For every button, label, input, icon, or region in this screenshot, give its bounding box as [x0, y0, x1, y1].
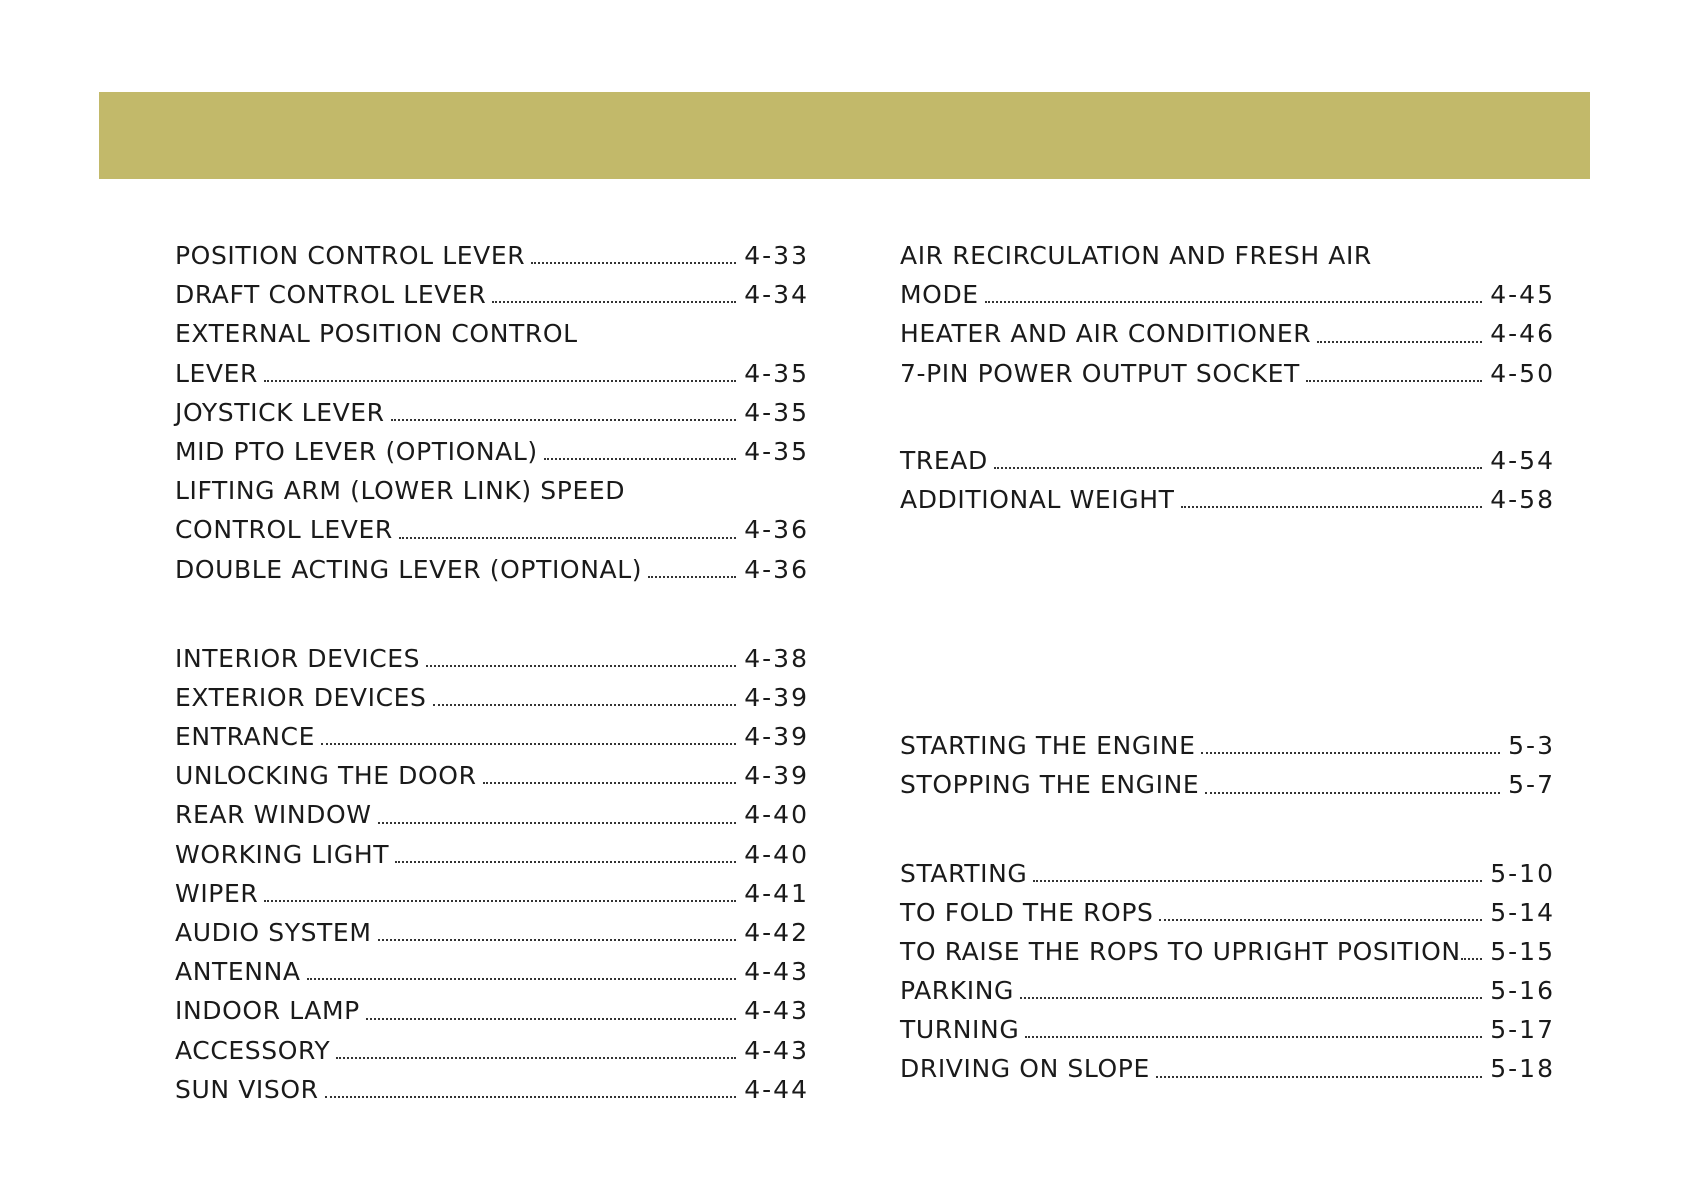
toc-entry-title: STOPPING THE ENGINE — [900, 770, 1200, 800]
toc-entry-page: 4-40 — [744, 800, 809, 830]
toc-left-column — [175, 236, 809, 1109]
toc-group — [900, 854, 1555, 1089]
toc-entry-title: SUN VISOR — [175, 1074, 319, 1104]
toc-entry-page: 4-43 — [744, 996, 809, 1026]
toc-entry[interactable] — [900, 971, 1555, 1010]
toc-group — [900, 236, 1555, 393]
dot-leader — [264, 354, 736, 393]
toc-entry-page: 4-43 — [744, 957, 809, 987]
toc-entry[interactable] — [900, 1010, 1555, 1049]
toc-entry-title: CONTROL LEVER — [175, 515, 393, 545]
dot-leader — [366, 991, 736, 1030]
dot-leader — [1317, 314, 1482, 353]
toc-entry-title: EXTERIOR DEVICES — [175, 682, 427, 712]
toc-group — [175, 639, 809, 1109]
toc-entry[interactable] — [175, 1031, 809, 1070]
toc-entry[interactable] — [900, 1049, 1555, 1088]
toc-entry-title: REAR WINDOW — [175, 800, 372, 830]
toc-entry-title: PARKING — [900, 976, 1014, 1006]
toc-entry[interactable] — [175, 952, 809, 991]
dot-leader — [1033, 854, 1482, 893]
toc-entry-title: DRAFT CONTROL LEVER — [175, 280, 487, 310]
toc-entry[interactable] — [175, 471, 809, 510]
dot-leader — [1020, 971, 1482, 1010]
toc-entry[interactable] — [900, 765, 1555, 804]
toc-entry-title: ACCESSORY — [175, 1035, 331, 1065]
toc-entry[interactable] — [175, 432, 809, 471]
toc-entry-page: 4-38 — [744, 643, 809, 673]
toc-entry[interactable] — [900, 314, 1555, 353]
dot-leader — [985, 275, 1483, 314]
toc-entry-title: LEVER — [175, 358, 258, 388]
toc-entry-page: 5-14 — [1490, 897, 1555, 927]
toc-entry-page: 4-35 — [744, 358, 809, 388]
toc-entry[interactable] — [175, 236, 809, 275]
toc-entry[interactable] — [175, 835, 809, 874]
toc-entry[interactable] — [900, 275, 1555, 314]
toc-entry-page: 4-43 — [744, 1035, 809, 1065]
toc-entry-title: TREAD — [900, 445, 988, 475]
dot-leader — [1181, 480, 1483, 519]
toc-entry-page: 4-33 — [744, 241, 809, 270]
toc-entry[interactable] — [175, 314, 809, 353]
toc-entry-page: 4-39 — [744, 761, 809, 791]
toc-entry-title: HEATER AND AIR CONDITIONER — [900, 319, 1312, 349]
toc-entry-title: STARTING — [900, 858, 1028, 888]
toc-entry-page: 5-15 — [1490, 936, 1555, 966]
dot-leader — [994, 441, 1482, 480]
toc-entry[interactable] — [175, 275, 809, 314]
toc-entry-page: 4-36 — [744, 515, 809, 545]
toc-entry[interactable] — [900, 893, 1555, 932]
dot-leader — [433, 678, 737, 717]
toc-entry-page: 4-46 — [1490, 319, 1555, 349]
toc-entry-title: MODE — [900, 280, 979, 310]
toc-entry[interactable] — [175, 510, 809, 549]
toc-right-column — [900, 236, 1555, 1089]
toc-entry[interactable] — [900, 480, 1555, 519]
toc-entry-page: 4-34 — [744, 280, 809, 310]
toc-entry-title: POSITION CONTROL LEVER — [175, 241, 526, 270]
dot-leader — [1205, 765, 1500, 804]
dot-leader — [544, 432, 736, 471]
toc-entry-title: DRIVING ON SLOPE — [900, 1054, 1150, 1084]
toc-entry-title: ANTENNA — [175, 957, 301, 987]
toc-entry-title: TO RAISE THE ROPS TO UPRIGHT POSITION — [900, 936, 1461, 966]
toc-entry-page: 5-17 — [1490, 1015, 1555, 1045]
toc-entry[interactable] — [900, 236, 1555, 275]
toc-entry-page: 4-45 — [1490, 280, 1555, 310]
toc-entry-title: 7-PIN POWER OUTPUT SOCKET — [900, 358, 1300, 388]
toc-entry-title: INDOOR LAMP — [175, 996, 360, 1026]
toc-entry-page: 4-50 — [1490, 358, 1555, 388]
dot-leader — [378, 913, 737, 952]
dot-leader — [1201, 726, 1500, 765]
dot-leader — [307, 952, 737, 991]
toc-entry-title: INTERIOR DEVICES — [175, 643, 421, 673]
toc-entry-page: 4-39 — [744, 722, 809, 752]
toc-entry[interactable] — [900, 354, 1555, 393]
toc-entry[interactable] — [175, 913, 809, 952]
toc-entry[interactable] — [900, 726, 1555, 765]
dot-leader — [1159, 893, 1482, 932]
toc-entry[interactable] — [175, 756, 809, 795]
dot-leader — [483, 756, 737, 795]
dot-leader — [391, 393, 737, 432]
dot-leader — [426, 639, 736, 678]
toc-entry[interactable] — [175, 717, 809, 756]
toc-entry-page: 4-58 — [1490, 484, 1555, 514]
dot-leader — [325, 1070, 737, 1109]
toc-entry-page: 4-54 — [1490, 445, 1555, 475]
toc-entry-title: TO FOLD THE ROPS — [900, 897, 1154, 927]
dot-leader — [1156, 1049, 1482, 1088]
toc-entry-page: 5-16 — [1490, 976, 1555, 1006]
toc-entry-page: 4-36 — [744, 554, 809, 584]
toc-entry[interactable] — [175, 639, 809, 678]
toc-entry[interactable] — [900, 932, 1555, 971]
toc-entry[interactable] — [175, 393, 809, 432]
toc-entry[interactable] — [900, 441, 1555, 480]
dot-leader — [648, 550, 736, 589]
toc-entry-title: STARTING THE ENGINE — [900, 731, 1196, 761]
toc-entry-title: AIR RECIRCULATION AND FRESH AIR — [900, 241, 1372, 270]
toc-entry-page: 4-44 — [744, 1074, 809, 1104]
header-band — [99, 92, 1590, 179]
toc-entry[interactable] — [175, 678, 809, 717]
toc-entry-page: 5-18 — [1490, 1054, 1555, 1084]
toc-entry-title: ENTRANCE — [175, 722, 315, 752]
toc-entry[interactable] — [175, 795, 809, 834]
dot-leader — [1025, 1010, 1482, 1049]
dot-leader — [321, 717, 736, 756]
toc-entry-page: 4-40 — [744, 839, 809, 869]
dot-leader — [336, 1031, 736, 1070]
toc-entry-title: WORKING LIGHT — [175, 839, 390, 869]
toc-entry[interactable] — [175, 991, 809, 1030]
toc-entry[interactable] — [175, 550, 809, 589]
toc-group — [175, 236, 809, 589]
toc-entry-page: 5-7 — [1508, 770, 1555, 800]
dot-leader — [1461, 932, 1483, 971]
toc-entry-page: 4-39 — [744, 682, 809, 712]
toc-entry[interactable] — [175, 874, 809, 913]
dot-leader — [1306, 354, 1482, 393]
toc-entry-page: 4-35 — [744, 436, 809, 466]
toc-entry[interactable] — [900, 854, 1555, 893]
toc-group — [900, 726, 1555, 804]
toc-entry-page: 4-42 — [744, 918, 809, 947]
dot-leader — [395, 835, 736, 874]
toc-entry-page: 4-35 — [744, 397, 809, 427]
toc-entry-page: 4-41 — [744, 878, 809, 908]
toc-entry[interactable] — [175, 1070, 809, 1109]
toc-entry-title: AUDIO SYSTEM — [175, 918, 372, 947]
dot-leader — [378, 795, 737, 834]
dot-leader — [492, 275, 736, 314]
toc-entry-title: EXTERNAL POSITION CONTROL — [175, 319, 578, 349]
toc-entry-title: JOYSTICK LEVER — [175, 397, 385, 427]
toc-entry-page: 5-10 — [1490, 858, 1555, 888]
toc-entry[interactable] — [175, 354, 809, 393]
toc-entry-page: 5-3 — [1508, 731, 1555, 761]
toc-entry-title: MID PTO LEVER (OPTIONAL) — [175, 436, 538, 466]
toc-group — [900, 441, 1555, 519]
toc-entry-title: TURNING — [900, 1015, 1020, 1045]
dot-leader — [531, 236, 736, 275]
dot-leader — [399, 510, 736, 549]
toc-entry-title: DOUBLE ACTING LEVER (OPTIONAL) — [175, 554, 643, 584]
toc-entry-title: WIPER — [175, 878, 259, 908]
toc-entry-title: LIFTING ARM (LOWER LINK) SPEED — [175, 476, 626, 506]
toc-entry-title: UNLOCKING THE DOOR — [175, 761, 477, 791]
toc-entry-title: ADDITIONAL WEIGHT — [900, 484, 1175, 514]
dot-leader — [264, 874, 736, 913]
